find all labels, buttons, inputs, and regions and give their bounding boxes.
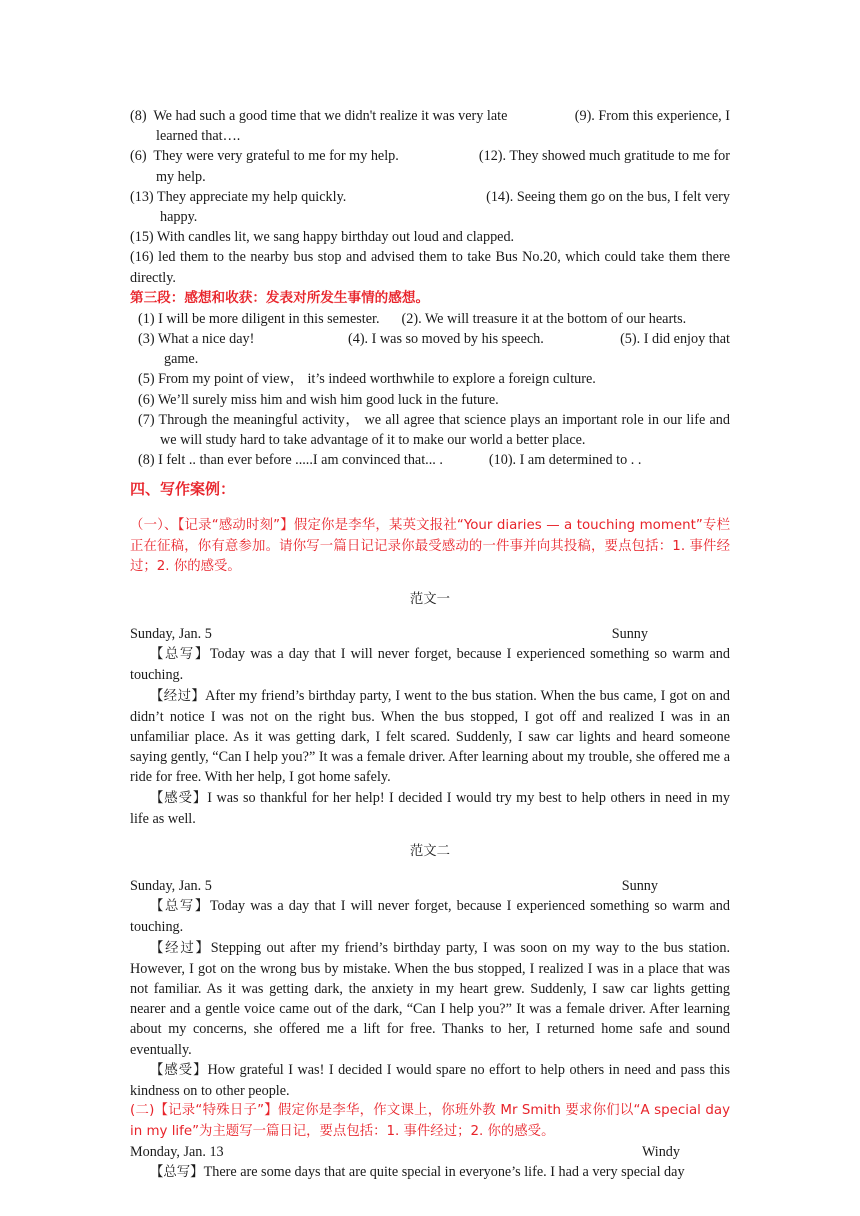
essay2-date: Sunday, Jan. 5 bbox=[130, 878, 212, 895]
case2-prompt: (二)【记录“特殊日子”】假定你是李华，作文课上，你班外教 Mr Smith 要求你们以“A special day in my life”为主题写一篇日记，要点包括：1. 事件经过；2. 你的感受。 bbox=[130, 1103, 730, 1139]
list-item-8-cont: learned that…. bbox=[156, 128, 241, 145]
case2-weather: Windy bbox=[641, 1143, 680, 1160]
list-item-6: (6) They were very grateful to me for my help. bbox=[130, 148, 399, 165]
case1-prompt: （一）、【记录“感动时刻”】假定你是李华，某英文报社“Your diaries — a touching moment”专栏正在征稿，你有意参加。请你写一篇日记记录你最受感动的一件事并向其投稿，要点包括：1. 事件经过；2. 你的感受。 bbox=[130, 518, 730, 574]
list-line-8 bbox=[130, 106, 730, 126]
para3-item-5-cont: game. bbox=[164, 351, 199, 368]
list-item-12: (12). They showed much gratitude to me for bbox=[478, 148, 730, 165]
essay1-tag-feeling: 【感受】 bbox=[150, 790, 208, 806]
essay1-tag-summary: 【总写】 bbox=[150, 647, 210, 663]
case2-header bbox=[130, 1142, 730, 1162]
essay1-summary bbox=[130, 644, 730, 685]
essay2-process bbox=[130, 938, 730, 1060]
essay2-tag-process: 【经过】 bbox=[150, 940, 211, 956]
essay1-feeling-text: I was so thankful for her help! I decided I would try my best to help others in need in my life as well. bbox=[130, 789, 730, 827]
para3-item-7: (7) Through the meaningful activity， we all agree that science plays an important role in our life and we will study hard to take advantage of it to make our world a better place. bbox=[138, 411, 730, 449]
essay1-tag-process: 【经过】 bbox=[150, 688, 206, 704]
case2-summary-text: There are some days that are quite special in everyone’s life. I had a very special day bbox=[203, 1163, 685, 1180]
essay1-process bbox=[130, 686, 730, 788]
para3-line-3 bbox=[130, 329, 730, 349]
para3-item-6: (6) We’ll surely miss him and wish him good luck in the future. bbox=[138, 391, 499, 408]
essay1-process-text: After my friend’s birthday party, I went to the bus station. When the bus came, I got on and didn’t notice I was not on the right bus. When the bus stopped, I got off and realized I was in an unfamiliar place. As it was getting dark, I felt scared. Suddenly, I saw car lights and heard someone saying gently, “Can I help you?” It was a female driver. After learning about my trouble, she offered me a ride for free. With her help, I got home safely. bbox=[130, 687, 731, 786]
list-item-9: (9). From this experience, I bbox=[574, 108, 730, 124]
essay2-header bbox=[130, 876, 730, 896]
essay1-header bbox=[130, 624, 730, 644]
essay2-summary bbox=[130, 896, 730, 937]
list-item-16: (16) led them to the nearby bus stop and advised them to take Bus No.20, which could take them there directly. bbox=[130, 249, 730, 286]
section-heading-4: 四、写作案例： bbox=[130, 480, 236, 499]
para3-line-8 bbox=[130, 450, 730, 470]
essay1-summary-text: Today was a day that I will never forget, because I experienced something so warm and touching. bbox=[130, 646, 730, 684]
para3-item-5b: (5) From my point of view， it’s indeed worthwhile to explore a foreign culture. bbox=[138, 371, 596, 388]
case2-summary bbox=[130, 1162, 730, 1183]
para3-line-1 bbox=[130, 309, 730, 329]
para3-item-5: (5). I did enjoy that bbox=[620, 331, 730, 348]
para3-item-4: (4). I was so moved by his speech. bbox=[348, 331, 544, 348]
essay2-feeling bbox=[130, 1060, 730, 1101]
list-item-8: (8) We had such a good time that we didn't realize it was very late bbox=[130, 108, 508, 124]
model-essay-2-title: 范文二 bbox=[409, 844, 451, 860]
essay2-tag-summary: 【总写】 bbox=[150, 899, 210, 915]
para3-item-3: (3) What a nice day! bbox=[138, 331, 255, 348]
list-line-6 bbox=[130, 146, 730, 166]
essay2-summary-text: Today was a day that I will never forget, because I experienced something so warm and touching. bbox=[130, 898, 730, 936]
list-item-13: (13) They appreciate my help quickly. bbox=[130, 188, 347, 205]
essay1-feeling bbox=[130, 788, 730, 829]
list-item-13-cont: happy. bbox=[160, 209, 198, 226]
document-page bbox=[130, 106, 730, 1183]
list-item-6-cont: my help. bbox=[156, 168, 206, 185]
essay2-process-text: Stepping out after my friend’s birthday party, I was soon on my way to the bus station. However, I got on the wrong bus by mistake. When the bus stopped, I realized I was in a place that was not familiar. As it was getting dark, the anxiety in my heart grew. Suddenly, I saw car lights getting nearer and a gentle voice came out of the dark, “Can I help you?” It was a female driver. After learning about my concerns, she offered me a lift for free. Thanks to her, I returned home safe and sound eventually. bbox=[130, 939, 730, 1058]
list-line-13 bbox=[130, 187, 730, 207]
essay2-feeling-text: How grateful I was! I decided I would spare no effort to help others in need and pass this kindness on to other people. bbox=[130, 1061, 731, 1100]
essay2-tag-feeling: 【感受】 bbox=[150, 1062, 208, 1078]
para3-item-10: (10). I am determined to . . bbox=[488, 452, 642, 469]
list-item-15: (15) With candles lit, we sang happy birthday out loud and clapped. bbox=[130, 229, 515, 246]
essay2-weather: Sunny bbox=[621, 878, 658, 895]
case2-date: Monday, Jan. 13 bbox=[130, 1143, 224, 1160]
para3-item-8: (8) I felt .. than ever before .....I am convinced that... . bbox=[138, 452, 443, 469]
model-essay-1-title: 范文一 bbox=[409, 592, 451, 608]
essay1-weather: Sunny bbox=[611, 626, 648, 643]
section-heading-para3: 第三段：感想和收获：发表对所发生事情的感想。 bbox=[130, 289, 430, 306]
list-item-14: (14). Seeing them go on the bus, I felt very bbox=[486, 188, 730, 205]
essay1-date: Sunday, Jan. 5 bbox=[130, 626, 212, 643]
case2-tag-summary: 【总写】 bbox=[150, 1164, 204, 1180]
para3-item-2: (2). We will treasure it at the bottom of our hearts. bbox=[401, 310, 687, 327]
para3-item-1: (1) I will be more diligent in this semester. bbox=[138, 310, 380, 327]
